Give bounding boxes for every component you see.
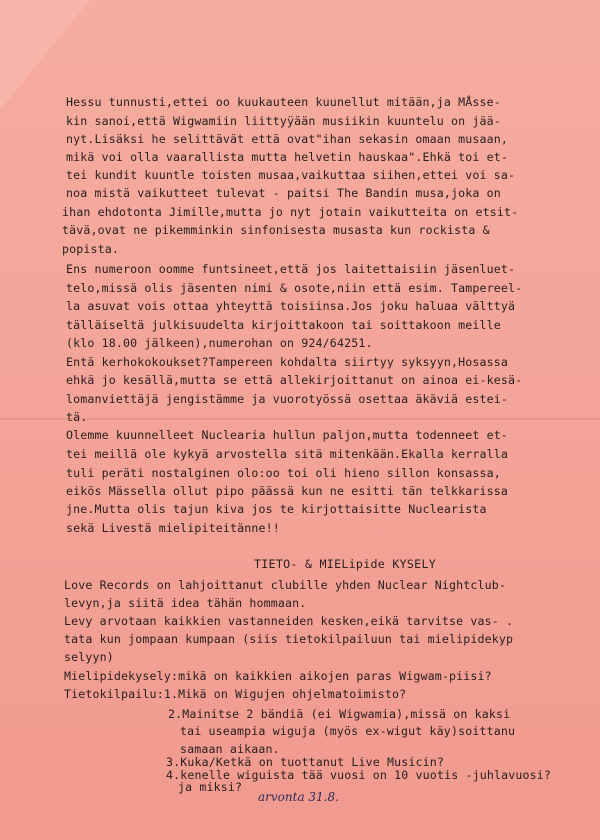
- contest-line: levyn,ja siitä idea tähän hommaan.: [64, 596, 307, 610]
- question-line: 3.Kuka/Ketkä on tuottanut Live Musicin?: [166, 755, 445, 769]
- body-line: tei meillä ole kykyä arvostella sitä mitenkään.Ekalla kerralla: [66, 447, 509, 461]
- body-line: Hessu tunnusti,ettei oo kuukauteen kuunellut mitään,ja MÅsse-: [66, 95, 501, 109]
- body-line: telo,missä olis jäsenten nimi & osote,niin että esim. Tampereel-: [66, 281, 523, 295]
- body-line: kin sanoi,että Wigwamiin liittyÿään musiikin kuuntelu on jää-: [66, 114, 501, 128]
- body-line: Ens numeroon oomme funtsineet,että jos laitettaisiin jäsenluet-: [66, 262, 516, 276]
- contest-line: Love Records on lahjoittanut clubille yhden Nuclear Nightclub-: [64, 578, 507, 592]
- contest-line: Tietokilpailu:1.Mikä on Wigujen ohjelmatoimisto?: [64, 687, 407, 701]
- body-line: eikös Mässella ollut pipo päässä kun ne esitti tän telkkarissa: [66, 484, 509, 498]
- body-line: Olemme kuunnelleet Nuclearia hullun paljon,mutta todenneet et-: [66, 428, 509, 442]
- contest-line: tata kun jompaan kumpaan (siis tietokilpailuun tai mielipidekyp: [64, 632, 514, 646]
- body-line: tä.: [66, 410, 88, 424]
- question-line: samaan aikaan.: [180, 742, 280, 756]
- body-line: tälläiseltä julkisuudelta kirjoittakoon tai soittakoon meille: [66, 318, 501, 332]
- body-line: sekä Livestä mielipiteitänne!!: [66, 521, 280, 535]
- question-line: tai useampia wiguja (myös ex-wigut käy)soittanu: [180, 724, 516, 738]
- body-line: ihan ehdotonta Jimille,mutta jo nyt jotain vaikutteita on etsit-: [62, 205, 519, 219]
- fold-crease: [0, 418, 600, 420]
- body-line: lomanviettäjä jengistämme ja vuorotyössä osettaa äkäviä estei-: [66, 392, 509, 406]
- question-line: 2.Mainitse 2 bändiä (ei Wigwamia),missä on kaksi: [168, 707, 511, 721]
- question-line: 4.kenelle wiguista tää vuosi on 10 vuotis -juhlavuosi?: [166, 768, 552, 782]
- body-line: (klo 18.00 jälkeen),numerohan on 924/64251.: [66, 336, 373, 350]
- body-line: tei kundit kuuntle toisten musaa,vaikuttaa siihen,ettei voi sa-: [66, 168, 516, 182]
- contest-line: Mielipidekysely:mikä on kaikkien aikojen paras Wigwam-piisi?: [64, 669, 492, 683]
- body-line: noa mistä vaikutteet tulevat - paitsi The Bandin musa,joka on: [66, 186, 501, 200]
- body-line: la asuvat vois ottaa yhteyttä toisiinsa.Jos joku haluaa välttyä: [66, 299, 516, 313]
- body-line: tävä,ovat ne pikemminkin sinfonisesta musasta kun rockista &: [62, 223, 490, 237]
- contest-line: selyyn): [64, 650, 114, 664]
- folded-corner: [0, 0, 90, 110]
- body-line: jne.Mutta olis tajun kiva jos te kirjottaisitte Nuclearista: [66, 502, 487, 516]
- body-line: nyt.Lisäksi he selittävät että ovat"ihan sekasin omaan musaan,: [66, 132, 509, 146]
- body-line: tuli peräti nostalginen olo:oo toi oli hieno sillon konsassa,: [66, 466, 501, 480]
- section-heading: TIETO- & MIELipide KYSELY: [254, 557, 437, 571]
- body-line: popista.: [62, 242, 120, 256]
- body-line: ehkä jo kesällä,mutta se että allekirjoittanut on ainoa ei-kesä-: [66, 373, 523, 387]
- question-line: ja miksi?: [178, 780, 243, 794]
- contest-line: Levy arvotaan kaikkien vastanneiden kesken,eikä tarvitse vas- .: [64, 614, 514, 628]
- body-line: mikä voi olla vaarallista mutta helvetin hauskaa".Ehkä toi et-: [66, 150, 509, 164]
- body-line: Entä kerhokokoukset?Tampereen kohdalta siirtyy syksyyn,Hosassa: [66, 355, 509, 369]
- handwritten-note: arvonta 31.8.: [258, 790, 339, 804]
